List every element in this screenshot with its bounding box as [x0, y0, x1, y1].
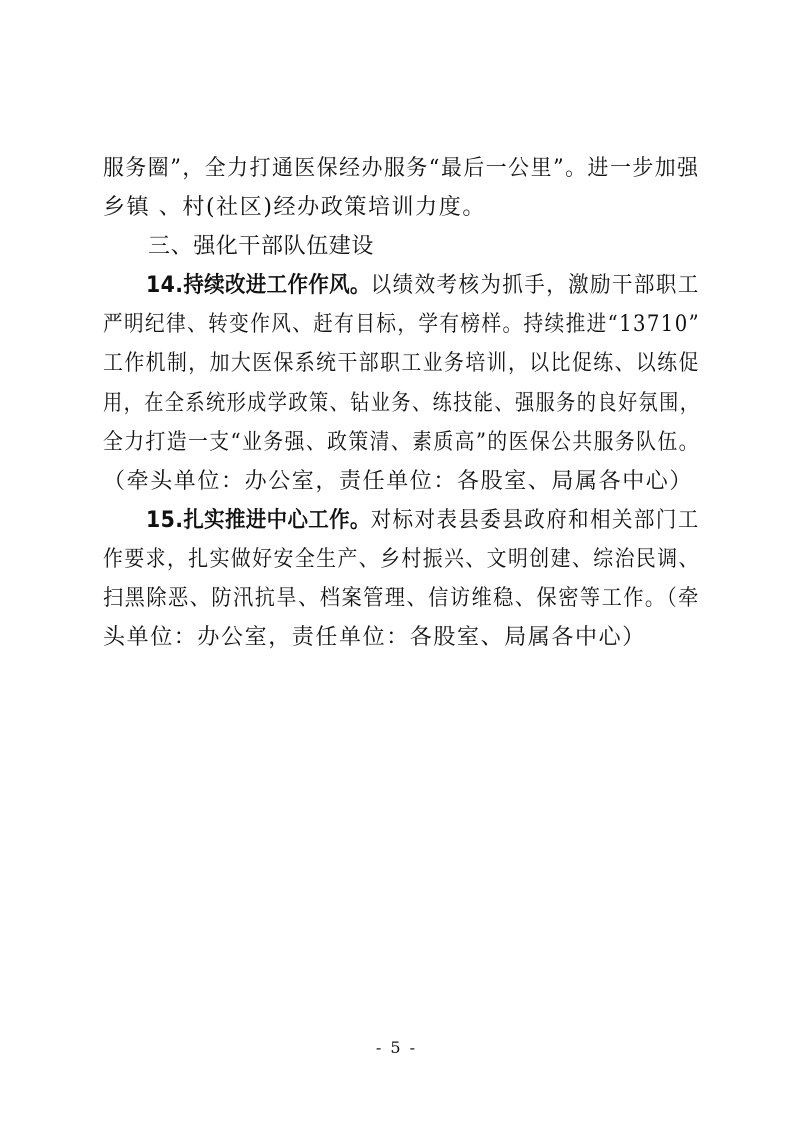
section-heading-text: 三、强化干部队伍建设 — [148, 234, 375, 259]
paragraph-line — [103, 467, 693, 497]
paragraph-line — [103, 584, 700, 614]
text-run: 作要求，扎实做好安全生产、乡村振兴、文明创建、综治民调、 — [103, 547, 700, 572]
paragraph-line — [103, 428, 700, 458]
section-heading — [148, 232, 374, 262]
text-run: 乡镇 、村(社区)经办政策培训力度。 — [103, 195, 486, 220]
paragraph-line — [103, 349, 700, 379]
text-run: 对标对表县委县政府和相关部门工 — [370, 508, 700, 533]
paragraph-line — [103, 193, 486, 223]
text-run: 以绩效考核为抓手，激励干部职工 — [370, 273, 700, 298]
page-number: - 5 - — [375, 1038, 418, 1057]
text-run: 用，在全系统形成学政策、钻业务、练技能、强服务的良好氛围， — [103, 391, 701, 416]
text-run: 工作机制，加大医保系统干部职工业务培训，以比促练、以练促 — [103, 351, 700, 376]
item-15-first-line — [146, 506, 700, 536]
text-run: 全力打造一支“业务强、政策清、素质高”的医保公共服务队伍。 — [103, 430, 700, 455]
paragraph-line — [103, 154, 700, 184]
text-run: 服务圈”，全力打通医保经办服务“最后一公里”。进一步加强 — [103, 156, 700, 181]
item-15-title: 15.扎实推进中心工作。 — [146, 508, 371, 533]
text-run: 头单位：办公室，责任单位：各股室、局属各中心） — [103, 625, 646, 650]
text-run: 严明纪律、转变作风、赶有目标，学有榜样。持续推进“13710” — [103, 312, 701, 337]
item-14-first-line — [146, 271, 700, 301]
paragraph-line — [103, 389, 700, 419]
paragraph-line — [103, 623, 646, 653]
text-run: 扫黑除恶、防汛抗旱、档案管理、信访维稳、保密等工作。（牵 — [103, 586, 700, 611]
paragraph-line — [103, 545, 700, 575]
text-run: （牵头单位：办公室，责任单位：各股室、局属各中心） — [103, 469, 694, 494]
paragraph-line — [103, 310, 700, 340]
item-14-title: 14.持续改进工作作风。 — [146, 273, 371, 298]
